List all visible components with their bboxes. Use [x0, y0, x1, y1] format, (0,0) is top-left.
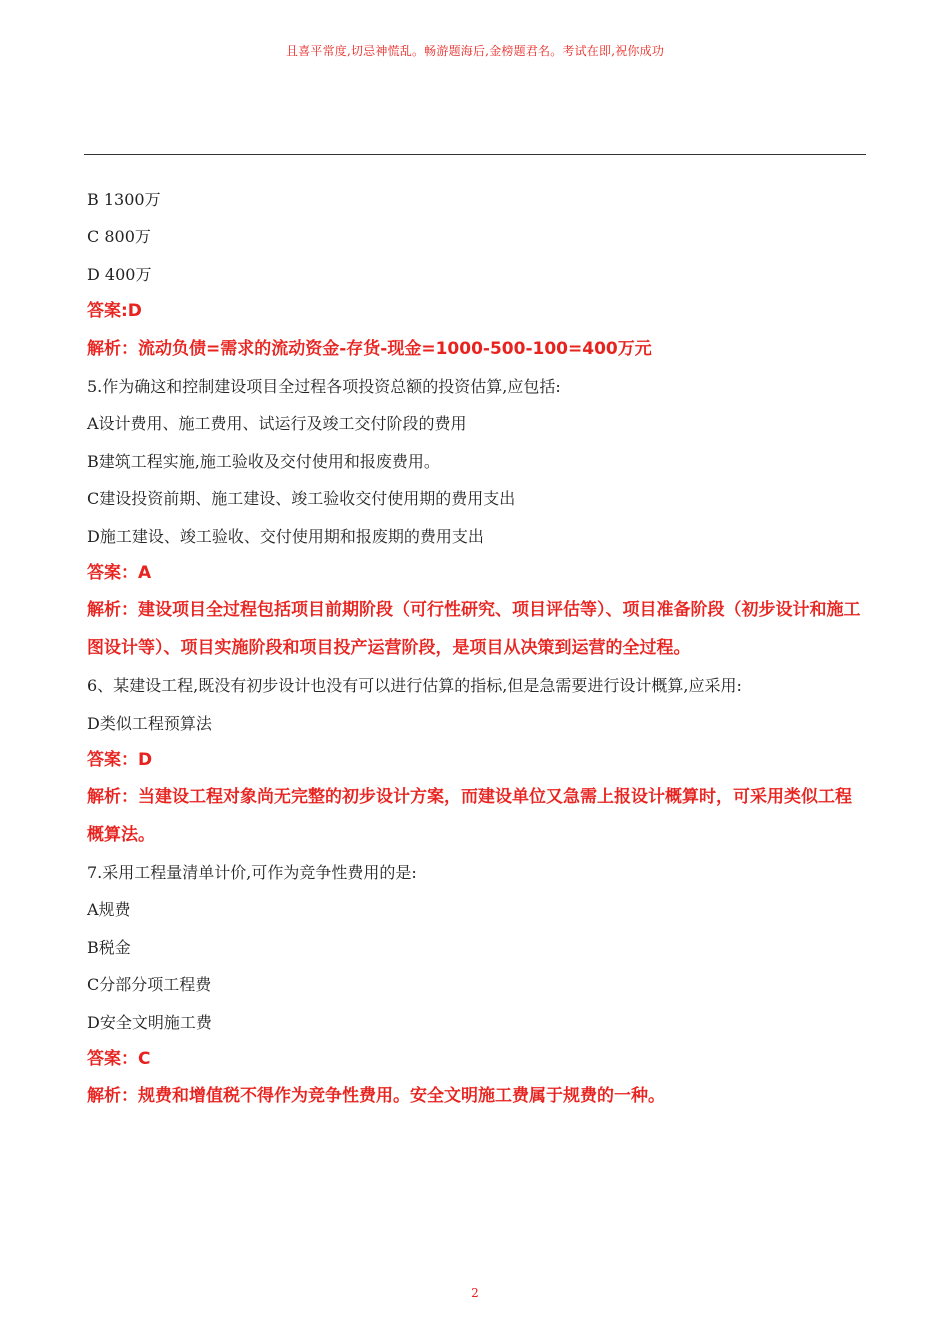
q4-option-d: D 400万 [87, 264, 152, 284]
q6-option-d: D类似工程预算法 [87, 713, 212, 733]
page-number: 2 [471, 1286, 479, 1300]
q5-option-a: A设计费用、施工费用、试运行及竣工交付阶段的费用 [87, 414, 467, 434]
q5-option-c: C建设投资前期、施工建设、竣工验收交付使用期的费用支出 [87, 489, 516, 509]
q7-option-d: D安全文明施工费 [87, 1012, 212, 1032]
q5-answer: 答案：A [87, 562, 152, 583]
q5-option-b: B建筑工程实施,施工验收及交付使用和报废费用。 [87, 451, 440, 471]
q6-question: 6、某建设工程,既没有初步设计也没有可以进行估算的指标,但是急需要进行设计概算,应采用: [87, 676, 742, 696]
header-divider [84, 154, 866, 155]
q7-option-c: C分部分项工程费 [87, 975, 212, 995]
q5-question: 5.作为确这和控制建设项目全过程各项投资总额的投资估算,应包括: [87, 376, 561, 396]
q7-answer: 答案：C [87, 1049, 151, 1070]
document-body [87, 181, 867, 1116]
q7-question: 7.采用工程量清单计价,可作为竞争性费用的是: [87, 863, 417, 883]
q7-analysis: 解析：规费和增值税不得作为竞争性费用。安全文明施工费属于规费的一种。 [87, 1086, 665, 1107]
q7-option-b: B税金 [87, 937, 131, 957]
q4-option-c: C 800万 [87, 227, 151, 247]
q5-analysis: 解析：建设项目全过程包括项目前期阶段（可行性研究、项目评估等）、项目准备阶段（初步设计和施工图设计等）、项目实施阶段和项目投产运营阶段，是项目从决策到运营的全过程。 [87, 600, 861, 658]
q4-analysis: 解析：流动负债=需求的流动资金-存货-现金=1000-500-100=400万元 [87, 338, 652, 359]
q4-option-b: B 1300万 [87, 190, 161, 209]
q4-answer: 答案:D [87, 301, 142, 322]
q7-option-a: A规费 [87, 900, 131, 920]
q5-option-d: D施工建设、竣工验收、交付使用期和报废期的费用支出 [87, 526, 484, 546]
page-header-motto: 且喜平常度,切忌神慌乱。畅游题海后,金榜题君名。考试在即,祝你成功 [285, 44, 665, 58]
q6-answer: 答案：D [87, 749, 153, 770]
q6-analysis: 解析：当建设工程对象尚无完整的初步设计方案，而建设单位又急需上报设计概算时，可采用类似工程概算法。 [87, 787, 852, 845]
